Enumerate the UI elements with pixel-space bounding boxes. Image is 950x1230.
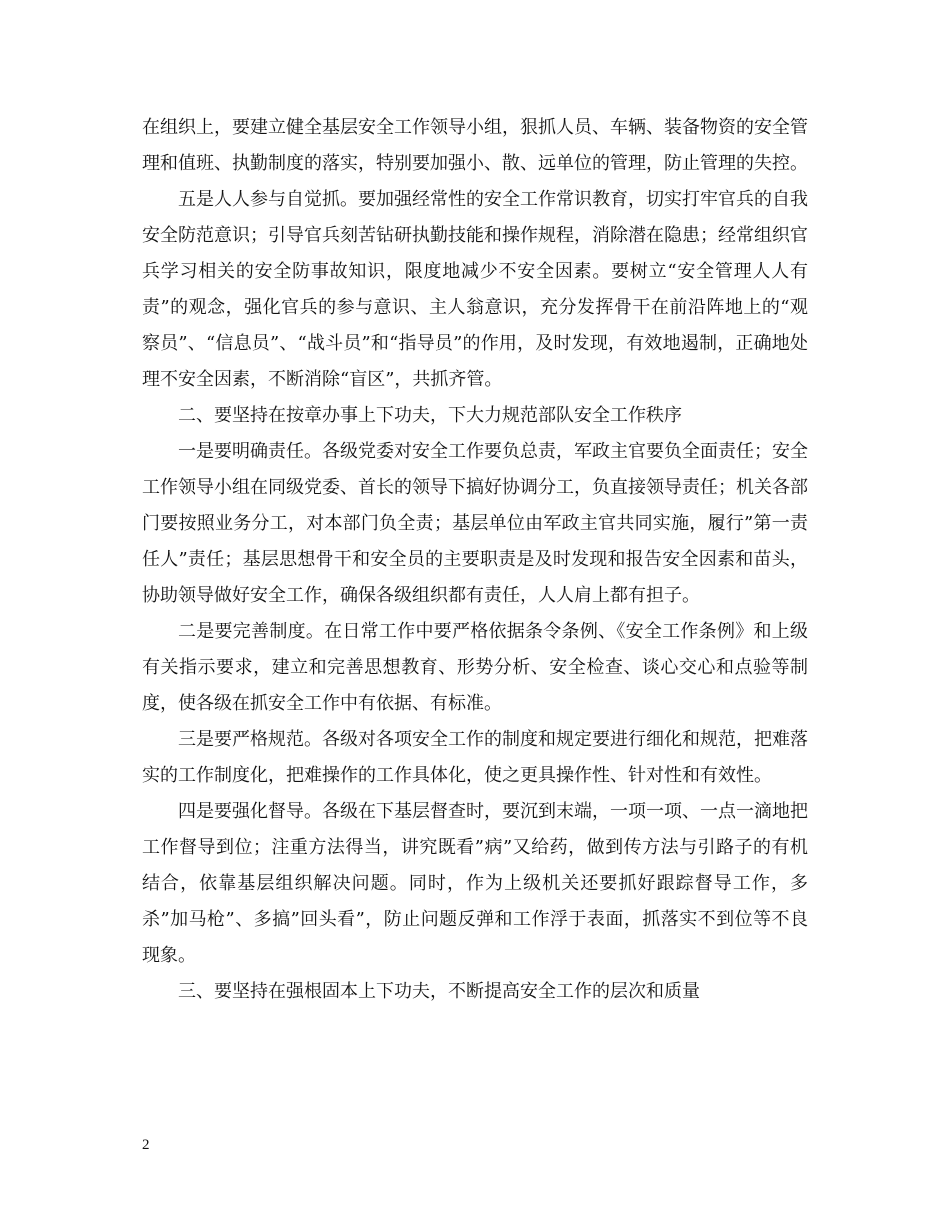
- page-body: [142, 110, 808, 1010]
- section-heading-3: 三、要坚持在强根固本上下功夫，不断提高安全工作的层次和质量: [178, 981, 700, 1002]
- paragraph-4: 一是要明确责任。各级党委对安全工作要负总责，军政主官要负全面责任；安全工作领导小组在同级党委、首长的领导下搞好协调分工，负直接领导责任；机关各部门要按照业务分工，对本部门负全责；基层单位由军政主官共同实施，履行”第一责任人”责任；基层思想骨干和安全员的主要职责是及时发现和报告安全因素和苗头，协助领导做好安全工作，确保各级组织都有责任，人人肩上都有担子。: [142, 441, 808, 606]
- paragraph-6: 三是要严格规范。各级对各项安全工作的制度和规定要进行细化和规范，把难落实的工作制度化，把难操作的工作具体化，使之更具操作性、针对性和有效性。: [142, 729, 808, 786]
- paragraph-5: 二是要完善制度。在日常工作中要严格依据条令条例、《安全工作条例》和上级有关指示要求，建立和完善思想教育、形势分析、安全检查、谈心交心和点验等制度，使各级在抓安全工作中有依据、有标准。: [142, 621, 808, 714]
- page-number: 2: [142, 1137, 150, 1153]
- section-heading-2: 二、要坚持在按章办事上下功夫，下大力规范部队安全工作秩序: [178, 405, 682, 426]
- paragraph-7: 四是要强化督导。各级在下基层督查时，要沉到末端，一项一项、一点一滴地把工作督导到位；注重方法得当，讲究既看”病”又给药，做到传方法与引路子的有机结合，依靠基层组织解决问题。同时，作为上级机关还要抓好跟踪督导工作，多杀”加马枪”、多搞”回头看”，防止问题反弹和工作浮于表面，抓落实不到位等不良现象。: [142, 801, 808, 966]
- paragraph-1: 在组织上，要建立健全基层安全工作领导小组，狠抓人员、车辆、装备物资的安全管理和值班、执勤制度的落实，特别要加强小、散、远单位的管理，防止管理的失控。: [142, 117, 808, 174]
- paragraph-2: 五是人人参与自觉抓。要加强经常性的安全工作常识教育，切实打牢官兵的自我安全防范意识；引导官兵刻苦钻研执勤技能和操作规程，消除潜在隐患；经常组织官兵学习相关的安全防事故知识，限度地减少不安全因素。要树立“安全管理人人有责”的观念，强化官兵的参与意识、主人翁意识，充分发挥骨干在前沿阵地上的“观察员”、“信息员”、“战斗员”和“指导员”的作用，及时发现，有效地遏制，正确地处理不安全因素，不断消除“盲区”，共抓齐管。: [142, 189, 808, 390]
